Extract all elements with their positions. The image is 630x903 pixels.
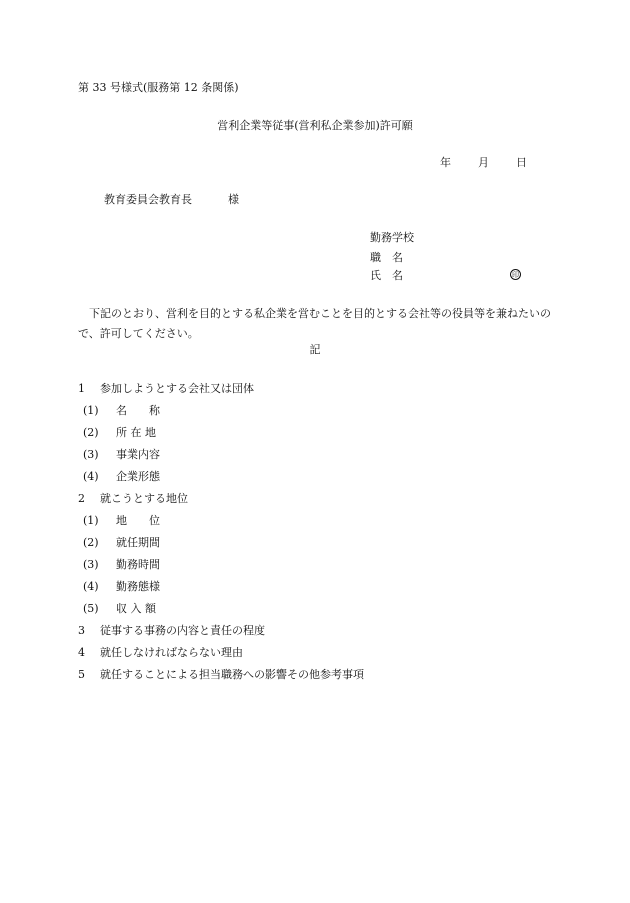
- item-number: 4: [78, 646, 85, 659]
- form-number: 第 33 号様式(服務第 12 条関係): [78, 81, 239, 94]
- sub-item: [78, 515, 364, 537]
- item-text: 企業形態: [116, 470, 160, 483]
- sub-item: [78, 603, 364, 625]
- sub-item: [78, 405, 364, 427]
- request-statement: 下記のとおり、営利を目的とする私企業を営むことを目的とする会社等の役員等を兼ねたいので、許可してください。: [78, 307, 551, 340]
- addressee-name: 教育委員会教育長: [104, 193, 192, 206]
- item-text: 地 位: [116, 514, 160, 527]
- sub-item: [78, 449, 364, 471]
- section-item: [78, 493, 364, 515]
- item-number: (2): [83, 536, 99, 549]
- applicant-school-label: 勤務学校: [370, 231, 414, 244]
- applicant-school-row: [370, 232, 414, 243]
- date-line: [440, 157, 527, 168]
- item-text: 就任することによる担当職務への影響その他参考事項: [100, 668, 364, 681]
- item-number: (3): [83, 558, 99, 571]
- item-text: 勤務時間: [116, 558, 160, 571]
- item-text: 従事する事務の内容と責任の程度: [100, 624, 265, 637]
- item-number: 3: [78, 624, 85, 637]
- sub-item: [78, 559, 364, 581]
- item-text: 名 称: [116, 404, 160, 417]
- sub-item: [78, 537, 364, 559]
- applicant-title-row: [370, 252, 403, 263]
- item-number: 2: [78, 492, 85, 505]
- item-text: 就任しなければならない理由: [100, 646, 243, 659]
- applicant-title-label: 職 名: [370, 251, 403, 264]
- addressee-honorific: 様: [228, 193, 239, 206]
- date-month-label: 月: [478, 156, 489, 169]
- section-item: [78, 383, 364, 405]
- item-text: 参加しようとする会社又は団体: [100, 382, 254, 395]
- section-item: [78, 625, 364, 647]
- ki-heading: 記: [309, 343, 321, 356]
- sub-item: [78, 471, 364, 493]
- item-number: (5): [83, 602, 99, 615]
- seal-mark: 印: [512, 271, 519, 279]
- item-number: (4): [83, 580, 99, 593]
- item-list: [78, 383, 364, 691]
- applicant-name-row: [370, 270, 403, 281]
- item-number: (1): [83, 404, 99, 417]
- section-item: [78, 647, 364, 669]
- addressee: [104, 194, 239, 205]
- date-year-label: 年: [440, 156, 451, 169]
- item-text: 収 入 額: [116, 602, 156, 615]
- sub-item: [78, 427, 364, 449]
- section-item: [78, 669, 364, 691]
- item-text: 就任期間: [116, 536, 160, 549]
- date-day-label: 日: [516, 156, 527, 169]
- sub-item: [78, 581, 364, 603]
- item-text: 事業内容: [116, 448, 160, 461]
- item-number: 1: [78, 382, 85, 395]
- item-text: 所 在 地: [116, 426, 156, 439]
- item-number: (4): [83, 470, 99, 483]
- document-title: 営利企業等従事(営利私企業参加)許可願: [217, 119, 413, 132]
- item-number: 5: [78, 668, 85, 681]
- item-text: 勤務態様: [116, 580, 160, 593]
- item-number: (3): [83, 448, 99, 461]
- item-number: (1): [83, 514, 99, 527]
- applicant-name-label: 氏 名: [370, 269, 403, 282]
- item-text: 就こうとする地位: [100, 492, 188, 505]
- item-number: (2): [83, 426, 99, 439]
